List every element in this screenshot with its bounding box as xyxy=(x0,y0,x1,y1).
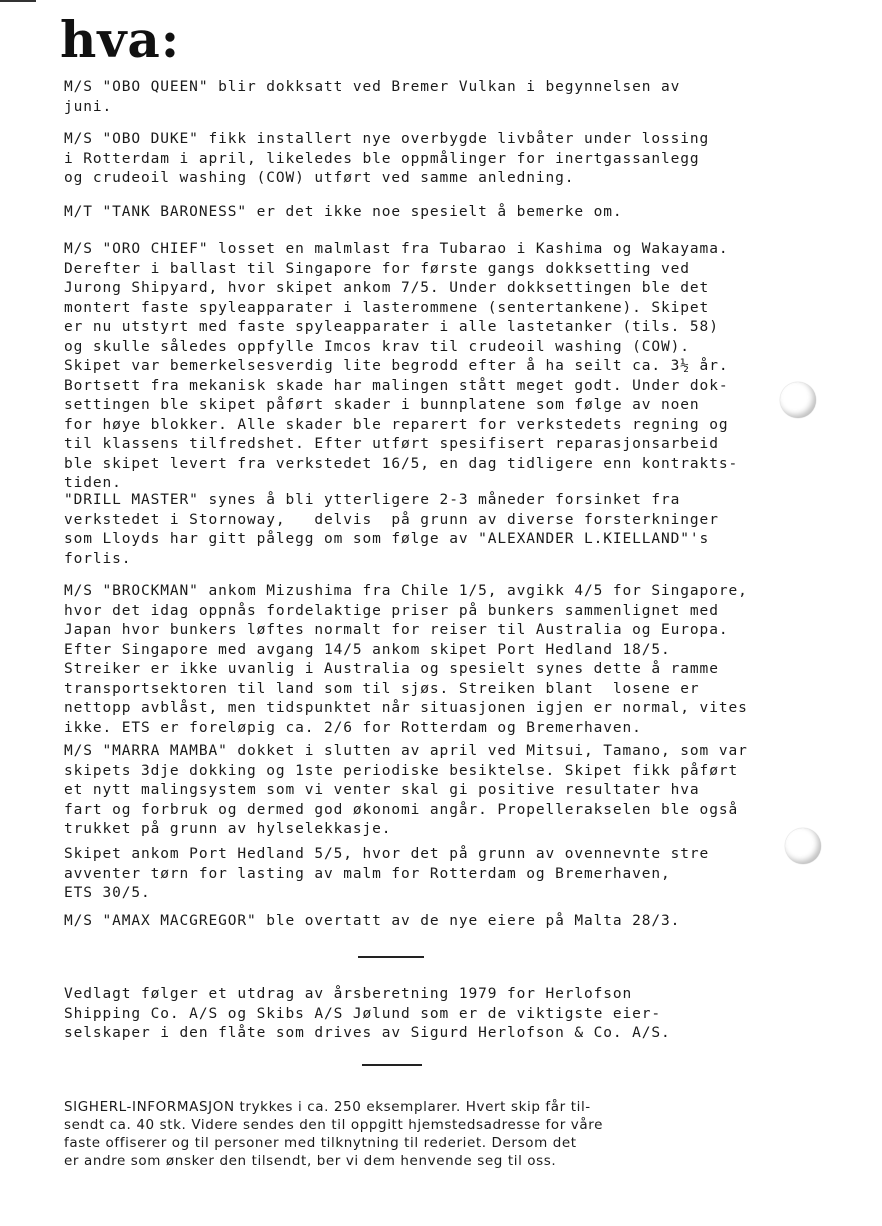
punch-hole xyxy=(780,382,816,418)
section-divider-rule xyxy=(362,1064,422,1066)
paragraph-port-hedland: Skipet ankom Port Hedland 5/5, hvor det på grunn av ovennevnte stre avventer tørn for lasting av malm for Rotterdam og Bremerhaven, ETS 30/5. xyxy=(64,846,710,901)
punch-hole xyxy=(785,828,821,864)
top-edge-mark xyxy=(0,0,36,2)
page-heading: hva: xyxy=(60,10,181,69)
paragraph-obo-duke: M/S "OBO DUKE" fikk installert nye overbygde livbåter under lossing i Rotterdam i april, likeledes ble oppmålinger for inertgassanlegg og crudeoil washing (COW) utført ved samme anledning. xyxy=(64,131,710,186)
paragraph-tank-baroness: M/T "TANK BARONESS" er det ikke noe spesielt å bemerke om. xyxy=(64,204,623,220)
paragraph-sigherl-info: SIGHERL-INFORMASJON trykkes i ca. 250 eksemplarer. Hvert skip får til- sendt ca. 40 stk. Videre sendes den til oppgitt hjemstedsadresse for våre faste offiserer og til personer med tilknytning til rederiet. Dersom det er andre som ønsker den tilsendt, ber vi dem henvende seg til oss. xyxy=(64,1099,603,1169)
paragraph-drill-master: "DRILL MASTER" synes å bli ytterligere 2-3 måneder forsinket fra verkstedet i Stornoway, delvis på grunn av diverse forsterkninger som Lloyds har gitt pålegg om som følge av "ALEXANDER L.KIELLAND"'s forlis. xyxy=(64,492,719,567)
paragraph-brockman: M/S "BROCKMAN" ankom Mizushima fra Chile 1/5, avgikk 4/5 for Singapore, hvor det idag oppnås fordelaktige priser på bunkers sammenlignet med Japan hvor bunkers løftes normalt for reiser til Australia og Europa. Efter Singapore med avgang 14/5 ankom skipet Port Hedland 18/5. Streiker er ikke uvanlig i Australia og spesielt synes dette å ramme transportsektoren til land som til sjøs. Streiken blant losene er nettopp avblåst, men tidspunktet når situasjonen igjen er normal, vites ikke. ETS er foreløpig ca. 2/6 for Rotterdam og Bremerhaven. xyxy=(64,583,748,736)
section-divider-rule xyxy=(358,956,424,958)
paragraph-annual-report: Vedlagt følger et utdrag av årsberetning 1979 for Herlofson Shipping Co. A/S og Skibs A/S Jølund som er de viktigste eier- selskaper i den flåte som drives av Sigurd Herlofson & Co. A/S. xyxy=(64,986,671,1041)
paragraph-obo-queen: M/S "OBO QUEEN" blir dokksatt ved Bremer Vulkan i begynnelsen av juni. xyxy=(64,79,681,115)
paragraph-marra-mamba: M/S "MARRA MAMBA" dokket i slutten av april ved Mitsui, Tamano, som var skipets 3dje dokking og 1ste periodiske besiktelse. Skipet fikk påført et nytt malingsystem som vi venter skal gi positive resultater hva fart og forbruk og dermed god økonomi angår. Propellerakselen ble også trukket på grunn av hylselekkasje. xyxy=(64,743,748,837)
paragraph-oro-chief: M/S "ORO CHIEF" losset en malmlast fra Tubarao i Kashima og Wakayama. Derefter i ballast til Singapore for første gangs dokksetting ved Jurong Shipyard, hvor skipet ankom 7/5. Under dokksettingen ble det montert faste spyleapparater i lasterommene (sentertankene). Skipet er nu utstyrt med faste spyleapparater i alle lastetanker (tils. 58) og skulle således oppfylle Imcos krav til crudeoil washing (COW). Skipet var bemerkelsesverdig lite begrodd efter å ha seilt ca. 3½ år. Bortsett fra mekanisk skade har malingen stått meget godt. Under dok- settingen ble skipet påført skader i bunnplatene som følge av noen for høye blokker. Alle skader ble reparert for verkstedets regning og til klassens tilfredshet. Efter utført spesifisert reparasjonsarbeid ble skipet levert fra verkstedet 16/5, en dag tidligere enn kontrakts- tiden. xyxy=(64,241,739,491)
paragraph-amax-macgregor: M/S "AMAX MACGREGOR" ble overtatt av de nye eiere på Malta 28/3. xyxy=(64,913,681,929)
